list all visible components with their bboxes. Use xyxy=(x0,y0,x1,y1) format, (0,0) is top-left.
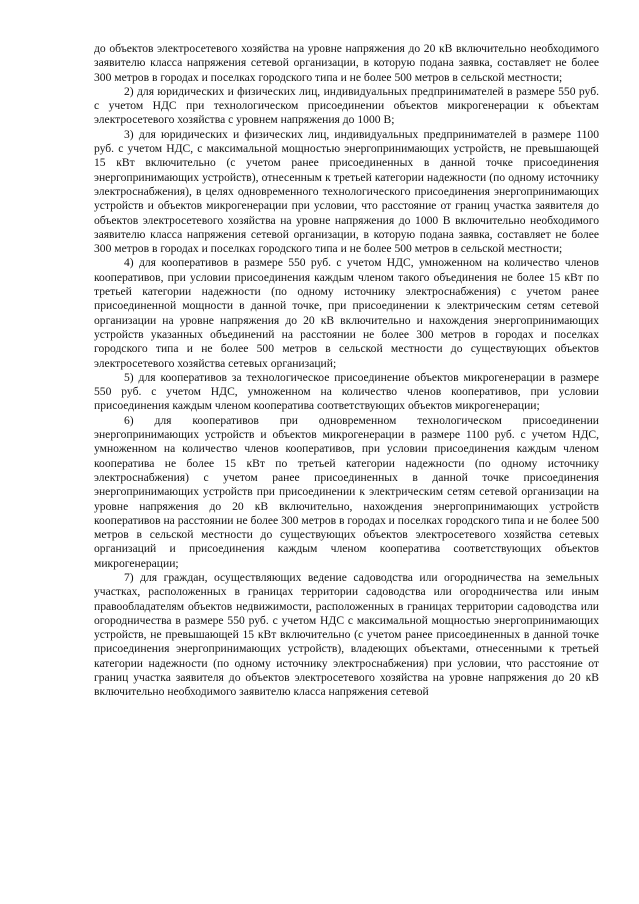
document-page xyxy=(94,42,599,700)
paragraph-item-3: 3) для юридических и физических лиц, индивидуальных предпринимателей в размере 1100 руб. с учетом НДС, с максимальной мощностью энергопринимающих устройств, не превышающей 15 кВт включительно (с учетом ранее присоединенных в данной точке присоединения энергопринимающих устройств), отнесенным к третьей категории надежности (по одному источнику электроснабжения), в целях одновременного технологического присоединения энергопринимающих устройств и объектов микрогенерации при условии, что расстояние от границ участка заявителя до объектов электросетевого хозяйства на уровне напряжения до 1000 В включительно необходимого заявителю класса напряжения сетевой организации, в которую подана заявка, составляет не более 300 метров в городах и поселках городского типа и не более 500 метров в сельской местности; xyxy=(94,127,599,256)
paragraph-item-5: 5) для кооперативов за технологическое присоединение объектов микрогенерации в размере 550 руб. с учетом НДС, умноженном на количество членов кооперативов, при условии присоединения каждым членом кооператива соответствующих объектов микрогенерации; xyxy=(94,370,599,413)
paragraph-item-4: 4) для кооперативов в размере 550 руб. с учетом НДС, умноженном на количество членов кооперативов, при условии присоединения каждым членом такого объединения не более 15 кВт по третьей категории надежности (по одному источнику электроснабжения) с учетом ранее присоединенной мощности в данной точке, при присоединении к электрическим сетям сетевой организации на уровне напряжения до 20 кВ включительно и нахождения энергопринимающих устройств указанных объединений на расстоянии не более 300 метров в городах и поселках городского типа и не более 500 метров в сельской местности до существующих объектов электросетевого хозяйства сетевых организаций; xyxy=(94,256,599,370)
paragraph-item-2: 2) для юридических и физических лиц, индивидуальных предпринимателей в размере 550 руб. с учетом НДС при технологическом присоединении объектов микрогенерации к объектам электросетевого хозяйства с уровнем напряжения до 1000 В; xyxy=(94,84,599,127)
paragraph-continuation: до объектов электросетевого хозяйства на уровне напряжения до 20 кВ включительно необходимого заявителю класса напряжения сетевой организации, в которую подана заявка, составляет не более 300 метров в городах и поселках городского типа и не более 500 метров в сельской местности; xyxy=(94,42,599,84)
paragraph-item-6: 6) для кооперативов при одновременном технологическом присоединении энергопринимающих устройств и объектов микрогенерации в размере 1100 руб. с учетом НДС, умноженном на количество членов кооперативов, при условии присоединения каждым членом кооператива не более 15 кВт по третьей категории надежности (по одному источнику электроснабжения) с учетом ранее присоединенных в данной точке присоединения энергопринимающих устройств при присоединении к электрическим сетям сетевой организации на уровне напряжения до 20 кВ включительно, нахождения энергопринимающих устройств кооперативов на расстоянии не более 300 метров в городах и поселках городского типа и не более 500 метров в сельской местности до существующих объектов электросетевого хозяйства сетевых организаций и присоединения каждым членом кооператива соответствующих объектов микрогенерации; xyxy=(94,413,599,570)
paragraph-item-7: 7) для граждан, осуществляющих ведение садоводства или огородничества на земельных участках, расположенных в границах территории садоводства или огородничества или иным правообладателям объектов недвижимости, расположенных в границах территории садоводства или огородничества в размере 550 руб. с учетом НДС с максимальной мощностью энергопринимающих устройств, не превышающей 15 кВт включительно (с учетом ранее присоединенных в данной точке присоединения энергопринимающих устройств), владеющих объектами, отнесенными к третьей категории надежности (по одному источнику электроснабжения) при условии, что расстояние от границ участка заявителя до объектов электросетевого хозяйства на уровне напряжения до 20 кВ включительно необходимого заявителю класса напряжения сетевой xyxy=(94,570,599,699)
